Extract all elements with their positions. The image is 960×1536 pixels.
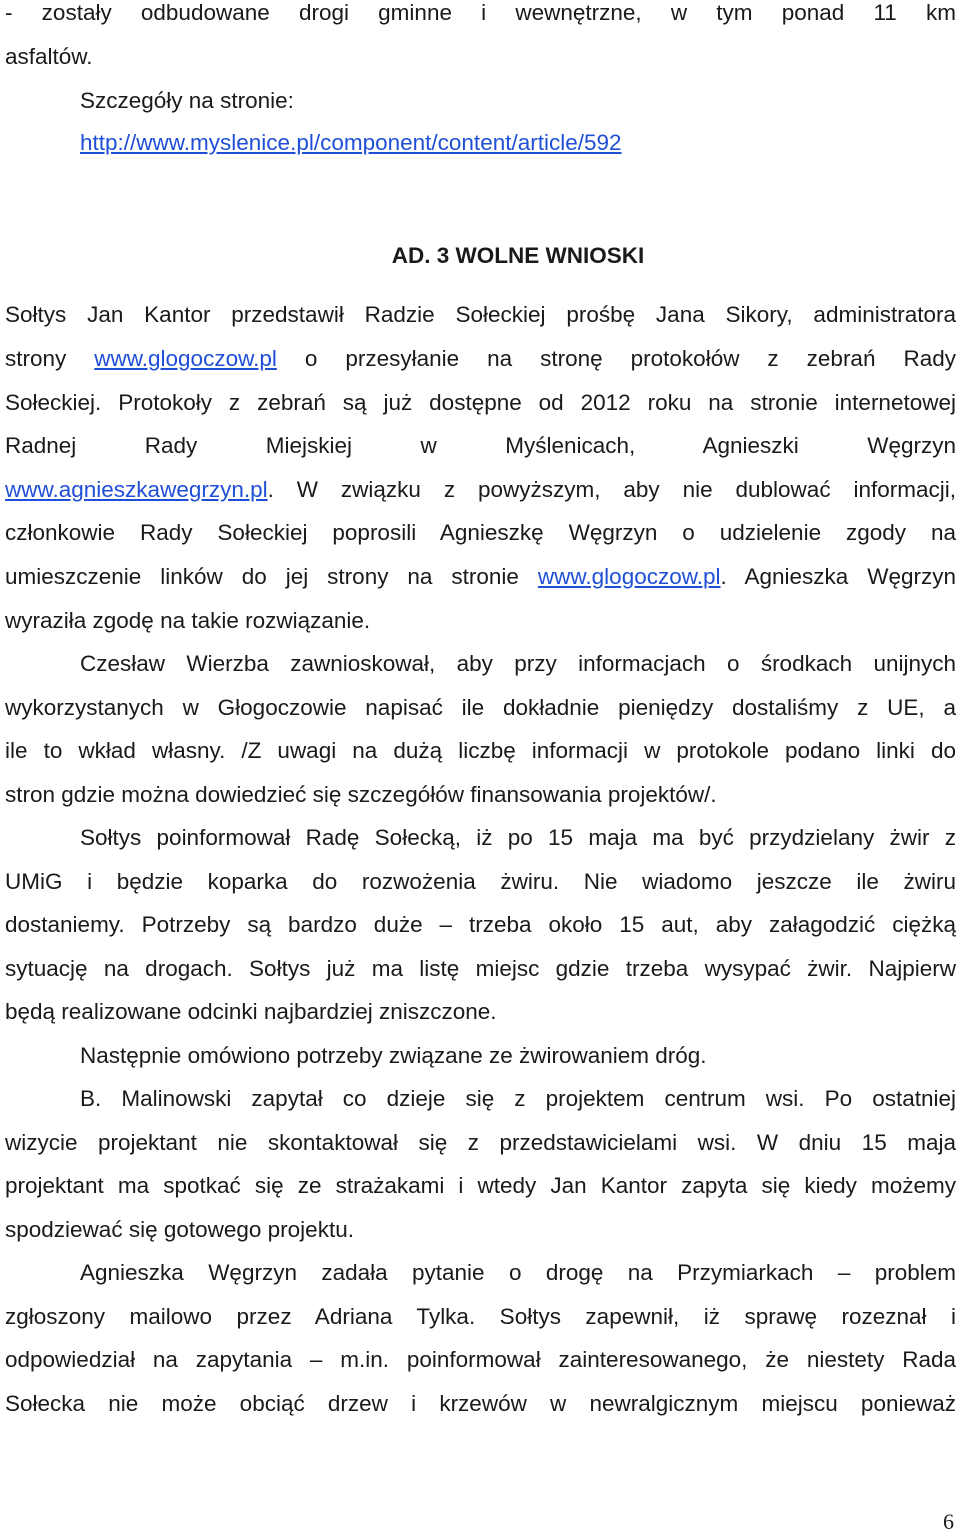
glogoczow-link[interactable]: www.glogoczow.pl bbox=[94, 346, 277, 371]
text-line: zgłoszony mailowo przez Adriana Tylka. Sołtys zapewnił, iż sprawę rozeznał i bbox=[5, 1304, 956, 1329]
text-line: - zostały odbudowane drogi gminne i wewnętrzne, w tym ponad 11 km bbox=[5, 0, 956, 25]
text-line bbox=[5, 564, 956, 590]
text-line bbox=[5, 477, 956, 503]
text-line: projektant ma spotkać się ze strażakami i wtedy Jan Kantor zapyta się kiedy możemy bbox=[5, 1173, 956, 1198]
text-segment: . Agnieszka Węgrzyn bbox=[720, 564, 956, 589]
text-line: sytuację na drogach. Sołtys już ma listę miejsc gdzie trzeba wysypać żwir. Najpierw bbox=[5, 956, 956, 981]
text-segment: strony bbox=[5, 346, 67, 371]
text-line: wykorzystanych w Głogoczowie napisać ile dokładnie pieniędzy dostaliśmy z UE, a bbox=[5, 695, 956, 720]
text-line: Sołtys poinformował Radę Sołecką, iż po 15 maja ma być przydzielany żwir z bbox=[80, 825, 956, 850]
text-line: wizycie projektant nie skontaktował się z przedstawicielami wsi. W dniu 15 maja bbox=[5, 1130, 956, 1155]
glogoczow-link-2[interactable]: www.glogoczow.pl bbox=[537, 564, 721, 589]
text-line: stron gdzie można dowiedzieć się szczegółów finansowania projektów/. bbox=[5, 782, 717, 807]
link-line bbox=[80, 130, 956, 156]
text-segment: umieszczenie linków do jej strony na stronie bbox=[5, 564, 519, 589]
article-link[interactable]: http://www.myslenice.pl/component/content/article/592 bbox=[80, 130, 622, 155]
section-heading: AD. 3 WOLNE WNIOSKI bbox=[391, 243, 645, 268]
text-line: Sołtys Jan Kantor przedstawił Radzie Sołeckiej prośbę Jana Sikory, administratora bbox=[5, 302, 956, 327]
text-line bbox=[5, 346, 956, 372]
text-line: Czesław Wierzba zawnioskował, aby przy informacjach o środkach unijnych bbox=[80, 651, 956, 676]
text-segment: . W związku z powyższym, aby nie dublować informacji, bbox=[267, 477, 956, 502]
text-line: asfaltów. bbox=[5, 44, 93, 69]
text-line: członkowie Rady Sołeckiej poprosili Agnieszkę Węgrzyn o udzielenie zgody na bbox=[5, 520, 956, 545]
text-line: spodziewać się gotowego projektu. bbox=[5, 1217, 354, 1242]
text-line: ile to wkład własny. /Z uwagi na dużą liczbę informacji w protokole podano linki do bbox=[5, 738, 956, 763]
text-line: Sołecka nie może obciąć drzew i krzewów w newralgicznym miejscu ponieważ bbox=[5, 1391, 956, 1416]
text-line: Szczegóły na stronie: bbox=[80, 88, 294, 113]
text-line: dostaniemy. Potrzeby są bardzo duże – trzeba około 15 aut, aby załagodzić ciężką bbox=[5, 912, 956, 937]
text-line: odpowiedział na zapytania – m.in. poinformował zainteresowanego, że niestety Rada bbox=[5, 1347, 956, 1372]
text-line: B. Malinowski zapytał co dzieje się z projektem centrum wsi. Po ostatniej bbox=[80, 1086, 956, 1111]
text-line: UMiG i będzie koparka do rozwożenia żwiru. Nie wiadomo jeszcze ile żwiru bbox=[5, 869, 956, 894]
text-line: będą realizowane odcinki najbardziej zniszczone. bbox=[5, 999, 497, 1024]
text-line: Następnie omówiono potrzeby związane ze żwirowaniem dróg. bbox=[80, 1043, 707, 1068]
text-line: wyraziła zgodę na takie rozwiązanie. bbox=[5, 608, 371, 633]
text-line: Sołeckiej. Protokoły z zebrań są już dostępne od 2012 roku na stronie internetowej bbox=[5, 390, 956, 415]
agnieszkawegrzyn-link[interactable]: www.agnieszkawegrzyn.pl bbox=[5, 477, 268, 502]
text-segment: o przesyłanie na stronę protokołów z zebrań Rady bbox=[304, 346, 956, 371]
page-number: 6 bbox=[943, 1509, 954, 1534]
text-line: Agnieszka Węgrzyn zadała pytanie o drogę na Przymiarkach – problem bbox=[80, 1260, 956, 1285]
text-line: Radnej Rady Miejskiej w Myślenicach, Agnieszki Węgrzyn bbox=[5, 433, 956, 458]
